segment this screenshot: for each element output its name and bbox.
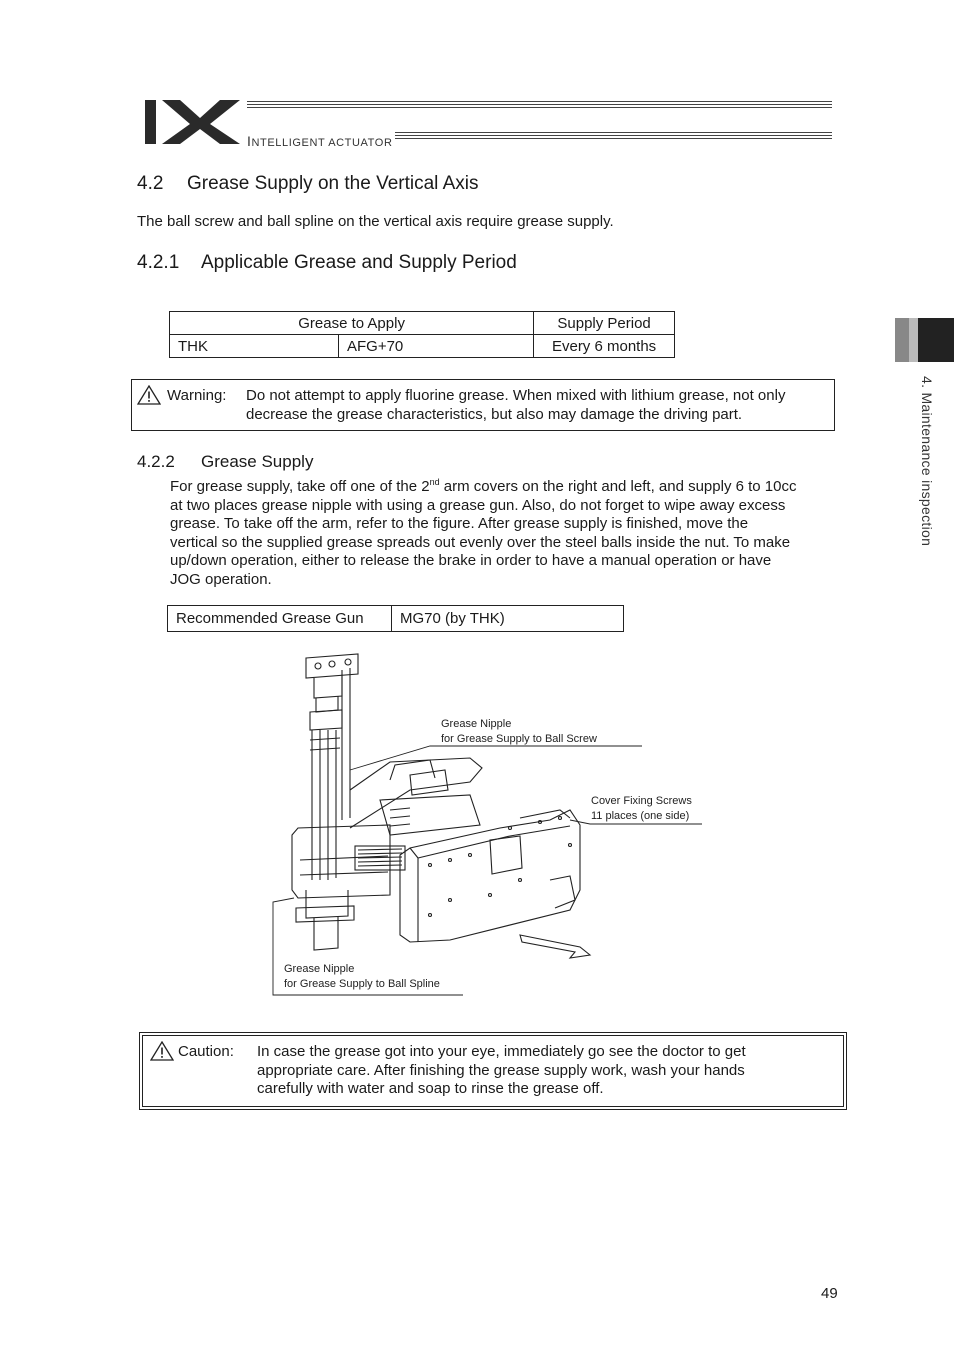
header-grease-to-apply: Grease to Apply: [170, 312, 534, 335]
side-tab-marker: [918, 318, 954, 362]
cell-maker: THK: [170, 335, 339, 358]
section-heading: 4.2 Grease Supply on the Vertical Axis: [137, 173, 479, 194]
warning-text: Do not attempt to apply fluorine grease. When mixed with lithium grease, not only decrease the grease characteristics, but also may damage the driving part.: [246, 387, 786, 423]
header-rule-top: [247, 101, 832, 108]
logo-wordmark: INTELLIGENT ACTUATOR: [247, 133, 393, 149]
caution-text: In case the grease got into your eye, immediately go see the doctor to get appropriate care. After finishing the grease supply work, wash your hands carefully with water and soap to rinse the grease off.: [257, 1043, 746, 1097]
header-rule-bottom: [395, 132, 832, 139]
table-header-row: [170, 312, 675, 335]
label-cover-fixing-screws: Cover Fixing Screws 11 places (one side): [591, 795, 692, 822]
robot-figure: [270, 650, 710, 1000]
chapter-side-label: 4. Maintenance inspection: [919, 376, 935, 547]
grease-gun-table: [167, 605, 624, 632]
ix-logo-mark: [142, 96, 242, 148]
caution-label: Caution:: [178, 1043, 234, 1060]
table-row: [170, 335, 675, 358]
header-supply-period: Supply Period: [534, 312, 675, 335]
label-grease-nipple-ball-spline: Grease Nipple for Grease Supply to Ball Spline: [284, 963, 440, 990]
section-intro: The ball screw and ball spline on the vertical axis require grease supply.: [137, 213, 614, 230]
cell-period: Every 6 months: [534, 335, 675, 358]
subsection-heading-grease-supply: 4.2.2 Grease Supply: [137, 452, 314, 471]
warning-label: Warning:: [167, 387, 227, 404]
cell-grease: AFG+70: [339, 335, 534, 358]
subsection-heading-supply-period: 4.2.1 Applicable Grease and Supply Period: [137, 252, 517, 273]
side-tab-shade: [895, 318, 909, 362]
label-grease-nipple-ball-screw: Grease Nipple for Grease Supply to Ball Screw: [441, 718, 597, 745]
grease-supply-paragraph: For grease supply, take off one of the 2nd arm covers on the right and left, and supply 6 to 10cc at two places grease nipple with using a grease gun. Also, do not forget to wipe away excess grease. To take off the arm, refer to the figure. After grease supply is finished, move the vertical so the supplied grease spreads out evenly over the steel balls inside the nut. To make up/down operation, either to release the brake in order to have a manual operation or have JOG operation.: [170, 477, 797, 588]
page-number: 49: [821, 1285, 838, 1302]
side-tab-shade-light: [909, 318, 918, 362]
table-row: [168, 606, 624, 632]
gun-value: MG70 (by THK): [392, 606, 624, 632]
caution-icon: [150, 1041, 174, 1066]
grease-table: [169, 311, 675, 358]
warning-icon: [137, 385, 161, 410]
gun-label: Recommended Grease Gun: [168, 606, 392, 632]
